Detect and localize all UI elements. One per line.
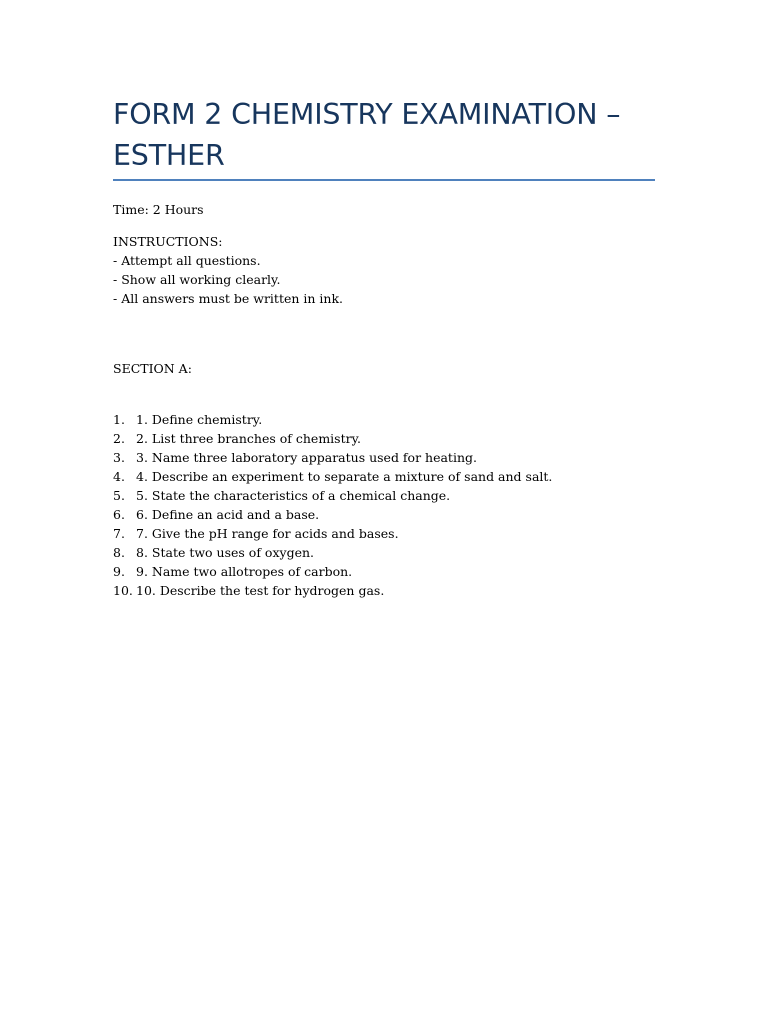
section-a-heading: SECTION A: bbox=[113, 361, 192, 376]
question-item bbox=[113, 505, 552, 524]
question-text: 1. Define chemistry. bbox=[136, 412, 263, 427]
question-text: 9. Name two allotropes of carbon. bbox=[136, 564, 353, 579]
document-title: FORM 2 CHEMISTRY EXAMINATION – ESTHER bbox=[113, 98, 621, 172]
question-number: 6. bbox=[113, 507, 125, 522]
question-number: 7. bbox=[113, 526, 125, 541]
instructions-heading: INSTRUCTIONS: bbox=[113, 234, 223, 249]
title-underline-rule bbox=[113, 179, 655, 181]
instruction-item: - Show all working clearly. bbox=[113, 272, 281, 287]
question-number: 1. bbox=[113, 412, 125, 427]
question-number: 4. bbox=[113, 469, 125, 484]
question-number: 3. bbox=[113, 450, 125, 465]
question-text: 7. Give the pH range for acids and bases. bbox=[136, 526, 399, 541]
question-text: 2. List three branches of chemistry. bbox=[136, 431, 361, 446]
instructions-block bbox=[113, 232, 343, 308]
question-text: 10. Describe the test for hydrogen gas. bbox=[136, 583, 385, 598]
question-number: 5. bbox=[113, 488, 125, 503]
question-item bbox=[113, 486, 552, 505]
question-number: 2. bbox=[113, 431, 125, 446]
question-item bbox=[113, 429, 552, 448]
question-item bbox=[113, 562, 552, 581]
question-item bbox=[113, 448, 552, 467]
question-text: 5. State the characteristics of a chemical change. bbox=[136, 488, 451, 503]
question-number: 10. bbox=[113, 583, 133, 598]
question-list bbox=[113, 410, 552, 600]
question-text: 8. State two uses of oxygen. bbox=[136, 545, 314, 560]
question-text: 3. Name three laboratory apparatus used for heating. bbox=[136, 450, 477, 465]
instruction-item: - All answers must be written in ink. bbox=[113, 291, 344, 306]
instruction-item: - Attempt all questions. bbox=[113, 253, 261, 268]
question-number: 9. bbox=[113, 564, 125, 579]
question-item bbox=[113, 543, 552, 562]
question-item bbox=[113, 410, 552, 429]
question-number: 8. bbox=[113, 545, 125, 560]
question-item bbox=[113, 581, 552, 600]
question-item bbox=[113, 524, 552, 543]
question-text: 4. Describe an experiment to separate a mixture of sand and salt. bbox=[136, 469, 553, 484]
question-item bbox=[113, 467, 552, 486]
exam-duration: Time: 2 Hours bbox=[113, 202, 204, 217]
question-text: 6. Define an acid and a base. bbox=[136, 507, 320, 522]
